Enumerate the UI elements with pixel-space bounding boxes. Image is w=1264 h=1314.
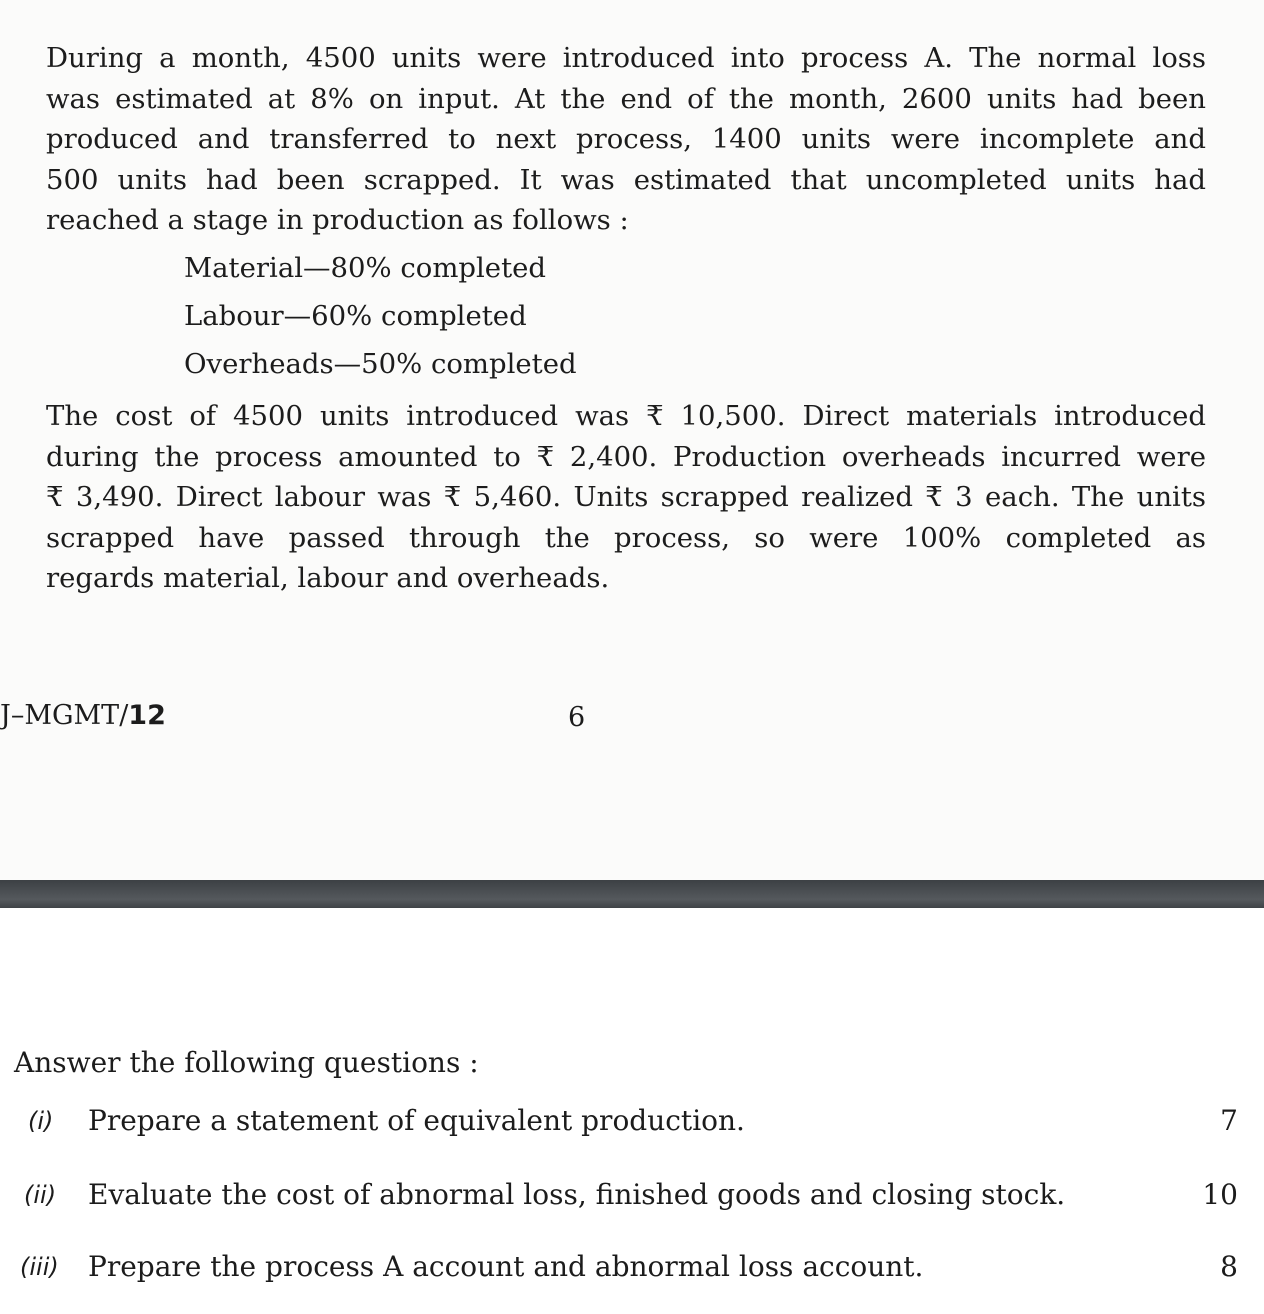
page-number: 6: [568, 702, 586, 733]
paragraph-line: during the process amounted to ₹ 2,400. Production overheads incurred were: [46, 440, 1206, 473]
question-marks: 10: [1202, 1178, 1238, 1211]
question-item: [0, 1250, 1264, 1290]
paragraph-line: produced and transferred to next process, 1400 units were incomplete and: [46, 123, 1206, 155]
question-text: Prepare a statement of equivalent production.: [88, 1104, 745, 1137]
paragraph-line: scrapped have passed through the process, so were 100% completed as: [46, 521, 1206, 554]
stage-overheads: Overheads—50% completed: [184, 348, 577, 380]
question-item: [0, 1178, 1264, 1218]
question-number: (ii): [24, 1181, 57, 1209]
stage-labour: Labour—60% completed: [184, 300, 527, 332]
paragraph-line: reached a stage in production as follows :: [46, 204, 629, 236]
paragraph-line: During a month, 4500 units were introduced into process A. The normal loss: [46, 42, 1206, 74]
question-text: Evaluate the cost of abnormal loss, finished goods and closing stock.: [88, 1178, 1066, 1211]
paper-code-prefix: J–MGMT/: [0, 700, 129, 731]
paragraph-line: ₹ 3,490. Direct labour was ₹ 5,460. Units scrapped realized ₹ 3 each. The units: [46, 481, 1206, 513]
problem-paragraph-1: [46, 38, 1206, 241]
paragraph-line: regards material, labour and overheads.: [46, 562, 610, 594]
question-number: (i): [28, 1107, 54, 1135]
page-divider: [0, 880, 1264, 908]
question-number: (iii): [20, 1253, 59, 1281]
stage-material: Material—80% completed: [184, 252, 547, 284]
completion-stages-list: [184, 246, 577, 390]
paper-code: [0, 700, 166, 731]
paragraph-line: The cost of 4500 units introduced was ₹ 10,500. Direct materials introduced: [46, 400, 1206, 432]
paragraph-line: was estimated at 8% on input. At the end of the month, 2600 units had been: [46, 82, 1206, 115]
problem-paragraph-2: [46, 396, 1206, 599]
question-marks: 7: [1220, 1104, 1238, 1137]
question-text: Prepare the process A account and abnormal loss account.: [88, 1250, 924, 1283]
question-marks: 8: [1220, 1250, 1238, 1283]
question-item: [0, 1104, 1264, 1144]
paper-code-number: 12: [128, 700, 166, 731]
paragraph-line: 500 units had been scrapped. It was estimated that uncompleted units had: [46, 163, 1206, 196]
questions-intro: Answer the following questions :: [14, 1046, 479, 1079]
